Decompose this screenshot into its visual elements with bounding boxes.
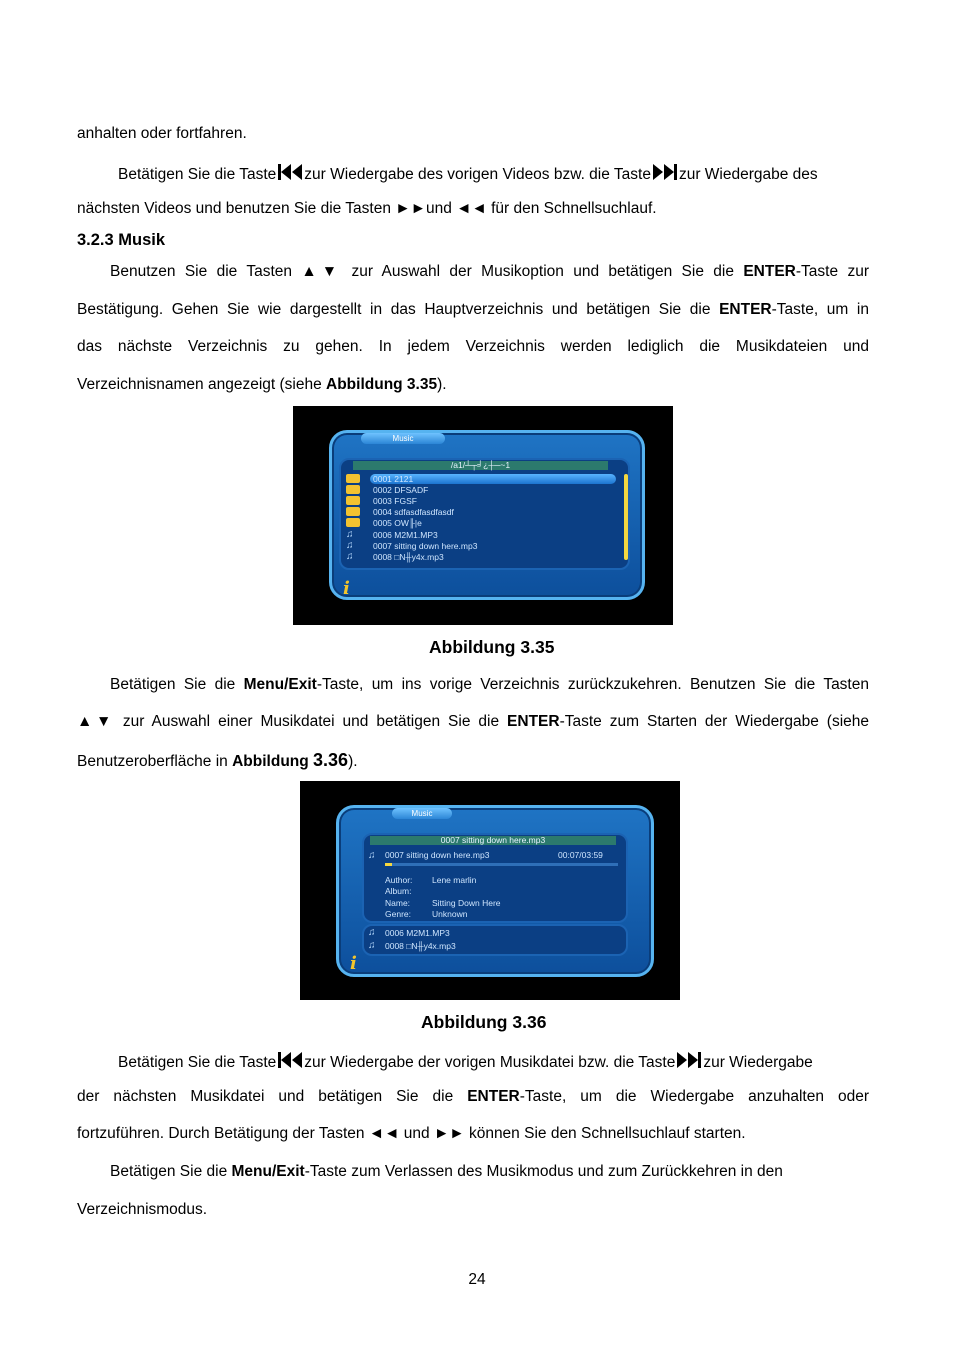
metadata-label: Name:	[385, 897, 411, 908]
skip-previous-icon	[277, 1051, 303, 1075]
metadata-label: Author:	[385, 875, 413, 885]
music-tab: Music	[361, 433, 445, 444]
progress-bar[interactable]	[385, 863, 618, 866]
paragraph-line	[77, 675, 869, 695]
text-fragment: Betätigen Sie die Taste	[118, 166, 277, 183]
figure-3-36-screenshot	[300, 781, 680, 1000]
text-fragment: -Taste, um die Wiedergabe anzuhalten oder	[519, 1088, 869, 1105]
key-name: ENTER	[507, 713, 560, 730]
key-name: ENTER	[719, 301, 772, 318]
figure-reference: Abbildung 3.35	[326, 376, 438, 393]
scrollbar[interactable]	[624, 474, 628, 560]
text-fragment: -Taste zum Starten der Wiedergabe (siehe	[559, 713, 869, 730]
text-fragment: -Taste, um in	[771, 301, 869, 318]
playlist-item[interactable]: 0006 M2M1.MP3	[385, 928, 450, 938]
page-number: 24	[468, 1271, 486, 1288]
text-fragment: zur Wiedergabe des	[678, 166, 818, 183]
music-note-icon: ♫	[368, 850, 376, 861]
file-list-item[interactable]: 0007 sitting down here.mp3	[373, 540, 478, 551]
text-fragment: zur Wiedergabe der vorigen Musikdatei bzw. die Taste	[304, 1054, 676, 1071]
metadata-value: Sitting Down Here	[432, 897, 501, 908]
playlist-item[interactable]: 0008 □N╫y4x.mp3	[385, 940, 456, 951]
folder-icon	[346, 485, 360, 494]
text-fragment: zur Wiedergabe	[703, 1054, 813, 1071]
paragraph-continuation: anhalten oder fortfahren.	[77, 125, 247, 142]
folder-icon	[346, 474, 360, 483]
text-fragment: Benutzeroberfläche in	[77, 753, 233, 770]
file-list-item[interactable]: 0006 M2M1.MP3	[373, 529, 438, 540]
track-name: 0007 sitting down here.mp3	[385, 850, 490, 860]
paragraph-line	[77, 750, 869, 772]
paragraph-line: nächsten Videos und benutzen Sie die Tasten ►►und ◄◄ für den Schnellsuchlauf.	[77, 200, 657, 217]
metadata-label: Album:	[385, 886, 412, 897]
paragraph-line	[77, 300, 869, 320]
text-fragment: zur Wiedergabe des vorigen Videos bzw. die Taste	[304, 166, 651, 183]
figure-3-35-screenshot	[293, 406, 673, 625]
key-name: Menu/Exit	[243, 676, 317, 693]
paragraph-line	[77, 1162, 869, 1182]
paragraph-line	[77, 262, 869, 282]
now-playing-title: 0007 sitting down here.mp3	[370, 836, 616, 845]
paragraph-line	[77, 712, 869, 732]
text-fragment: der nächsten Musikdatei und betätigen Sie die	[77, 1088, 468, 1105]
text-fragment: ).	[348, 753, 358, 770]
metadata-value: Lene marlin	[432, 875, 477, 885]
music-note-icon: ♫	[346, 550, 354, 562]
figure-reference-number: 3.36	[313, 750, 349, 770]
text-fragment: Benutzen Sie die Tasten ▲▼ zur Auswahl der Musikoption und betätigen Sie die	[110, 263, 744, 280]
key-name: Menu/Exit	[231, 1163, 305, 1180]
music-note-icon: ♫	[346, 528, 354, 540]
info-icon: i	[350, 953, 357, 974]
track-time: 00:07/03:59	[558, 850, 603, 860]
folder-icon	[346, 496, 360, 505]
skip-next-icon	[652, 163, 678, 187]
paragraph-music-keys	[77, 1051, 869, 1075]
text-fragment: ).	[437, 376, 447, 393]
file-list-item[interactable]: 0004 sdfasdfasdfasdf	[373, 507, 454, 518]
paragraph-line: fortzuführen. Durch Betätigung der Tasten ◄◄ und ►► können Sie den Schnellsuchlauf starten.	[77, 1125, 746, 1142]
paragraph-line	[77, 1087, 869, 1107]
skip-next-icon	[676, 1051, 702, 1075]
figure-caption: Abbildung 3.36	[421, 1012, 547, 1032]
text-fragment: -Taste zum Verlassen des Musikmodus und zum Zurückkehren in den	[304, 1163, 783, 1180]
file-list-item[interactable]: 0002 DFSADF	[373, 485, 429, 496]
directory-path: /a1/┴┬╛¿┼─~1	[353, 461, 608, 470]
text-fragment: -Taste zur	[795, 263, 869, 280]
music-tab: Music	[392, 808, 452, 819]
skip-previous-icon	[277, 163, 303, 187]
folder-icon	[346, 518, 360, 527]
paragraph-line	[77, 375, 869, 395]
paragraph-line: Verzeichnismodus.	[77, 1201, 208, 1218]
music-note-icon: ♫	[368, 927, 376, 938]
text-fragment: Bestätigung. Gehen Sie wie dargestellt in das Hauptverzeichnis und betätigen Sie die	[77, 301, 720, 318]
folder-icon	[346, 507, 360, 516]
section-heading: 3.2.3 Musik	[77, 231, 166, 249]
figure-reference: Abbildung	[232, 753, 314, 770]
text-fragment: Betätigen Sie die	[110, 676, 244, 693]
file-list-item[interactable]: 0008 □N╫y4x.mp3	[373, 551, 444, 562]
music-note-icon: ♫	[368, 939, 376, 951]
text-fragment: Betätigen Sie die Taste	[118, 1054, 277, 1071]
figure-caption: Abbildung 3.35	[429, 637, 555, 657]
info-icon: i	[343, 578, 350, 599]
text-fragment: -Taste, um ins vorige Verzeichnis zurückzukehren. Benutzen Sie die Tasten	[316, 676, 869, 693]
metadata-value: Unknown	[432, 908, 468, 919]
text-fragment: Verzeichnisnamen angezeigt (siehe	[77, 376, 327, 393]
progress-fill	[385, 863, 392, 866]
key-name: ENTER	[743, 263, 796, 280]
file-list-item[interactable]: 0001 2121	[373, 474, 414, 484]
file-list-item[interactable]: 0005 OW╟|e	[373, 518, 422, 529]
paragraph-video-keys	[77, 163, 869, 187]
music-note-icon: ♫	[346, 539, 354, 551]
metadata-label: Genre:	[385, 908, 411, 919]
text-fragment: Betätigen Sie die	[110, 1163, 232, 1180]
key-name: ENTER	[467, 1088, 520, 1105]
file-list-item[interactable]: 0003 FGSF	[373, 496, 417, 507]
text-fragment: ▲▼ zur Auswahl einer Musikdatei und betätigen Sie die	[77, 713, 508, 730]
paragraph-line: das nächste Verzeichnis zu gehen. In jedem Verzeichnis werden lediglich die Musikdateien und	[77, 338, 869, 355]
